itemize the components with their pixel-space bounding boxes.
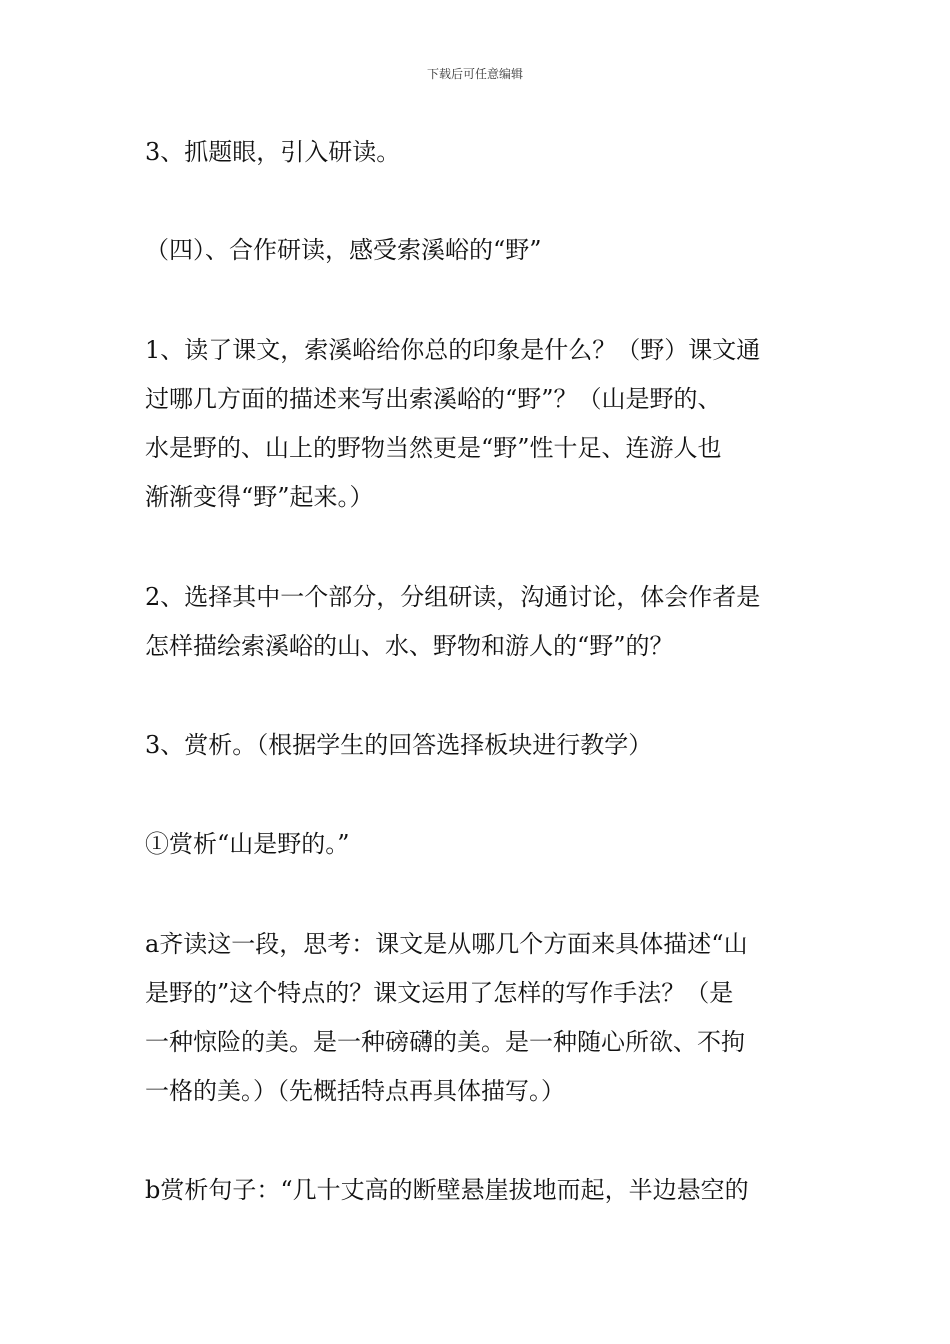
paragraph-5	[145, 721, 810, 770]
text-line: 水是野的、山上的野物当然更是“野”性十足、连游人也	[145, 434, 722, 462]
paragraph-2	[145, 226, 810, 275]
text-line: 渐渐变得“野”起来。）	[145, 483, 374, 511]
text-line: 怎样描绘索溪峪的山、水、野物和游人的“野”的？	[145, 632, 674, 660]
text-line: 2、选择其中一个部分，分组研读，沟通讨论，体会作者是	[145, 583, 761, 611]
paragraph-8	[145, 1166, 810, 1215]
text-line: 1、读了课文，索溪峪给你总的印象是什么？（野）课文通	[145, 336, 761, 364]
text-line: 一格的美。）（先概括特点再具体描写。）	[145, 1077, 565, 1105]
page-header: 下载后可任意编辑	[426, 67, 523, 81]
paragraph-3	[145, 326, 810, 522]
text-line: 一种惊险的美。是一种磅礴的美。是一种随心所欲、不拘	[145, 1028, 745, 1056]
paragraph-1	[145, 128, 810, 177]
text-line: （四）、合作研读，感受索溪峪的“野”	[145, 236, 542, 264]
text-line: ①赏析“山是野的。”	[145, 830, 350, 858]
paragraph-7	[145, 920, 810, 1116]
text-line: a齐读这一段，思考：课文是从哪几个方面来具体描述“山	[145, 930, 748, 958]
text-line: 3、抓题眼，引入研读。	[145, 138, 401, 166]
text-line: 3、赏析。（根据学生的回答选择板块进行教学）	[145, 731, 653, 759]
paragraph-4	[145, 573, 810, 671]
text-line: b赏析句子：“几十丈高的断壁悬崖拔地而起，半边悬空的	[145, 1176, 749, 1204]
text-line: 过哪几方面的描述来写出索溪峪的“野”？（山是野的、	[145, 385, 722, 413]
text-line: 是野的”这个特点的？课文运用了怎样的写作手法？（是	[145, 979, 734, 1007]
paragraph-6	[145, 820, 810, 869]
